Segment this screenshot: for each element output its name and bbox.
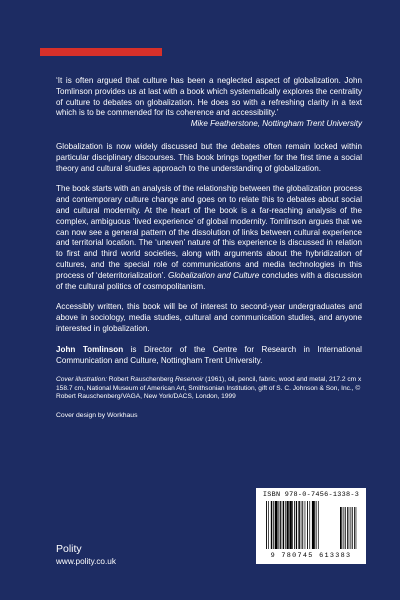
barcode-bar — [285, 501, 286, 549]
barcode-bar — [298, 501, 299, 549]
barcode-bar — [301, 501, 302, 549]
barcode-bar — [351, 507, 352, 549]
barcode-bar — [354, 507, 355, 549]
ean-digits: 9 780745 613383 — [270, 552, 352, 560]
back-cover-text — [56, 76, 362, 420]
barcode-bar — [345, 507, 346, 549]
author-name: John Tomlinson — [56, 344, 124, 354]
barcode-bar — [283, 501, 284, 549]
barcode-bar — [347, 507, 348, 549]
cover-illustration-credit: Cover illustration: Robert Rauschenberg Reservoir (1961), oil, pencil, fabric, wood and metal, 217.2 cm x 158.7 cm, National Museum of American Art, Smithsonian Institution, gift of S. C. Johnson & Son, Inc., © Robert Rauschenberg/VAGA, New York/DACS, London, 1999 — [56, 376, 362, 401]
barcode-bar — [296, 501, 297, 549]
barcode-bar — [294, 501, 295, 549]
barcode-bar — [309, 501, 310, 549]
barcode-bar — [314, 501, 315, 549]
barcode-bar — [287, 501, 288, 549]
publisher-url: www.polity.co.uk — [56, 557, 116, 566]
review-quote: ‘It is often argued that culture has been a neglected aspect of globalization. John Tomlinson provides us at last with a book which systematically explores the centrality of culture to debates on globalization. He does so with a refreshing clarity in a text which is to be commended for its coherence and accessibility.’ — [56, 76, 362, 118]
audience-paragraph: Accessibly written, this book will be of interest to second-year undergraduates and above in sociology, media studies, cultural and communication studies, and anyone interested in globalization. — [56, 302, 362, 333]
barcode-bar — [302, 501, 303, 549]
barcode-bar — [356, 507, 357, 549]
barcode-bar — [276, 501, 277, 549]
barcode-bar — [280, 501, 281, 549]
barcode-bar — [271, 501, 272, 549]
isbn-barcode — [256, 488, 366, 564]
barcode-bar — [266, 501, 267, 549]
barcode-bar — [273, 501, 274, 549]
intro-paragraph: Globalization is now widely discussed but the debates often remain locked within particular disciplinary discourses. This book brings together for the first time a social theory and cultural studies approach to the understanding of globalization. — [56, 141, 362, 173]
barcode-bar — [292, 501, 293, 549]
barcode-bar — [316, 501, 317, 549]
book-title: Globalization and Culture — [168, 270, 260, 280]
quote-attribution: Mike Featherstone, Nottingham Trent University — [190, 119, 362, 129]
publisher-name: Polity — [56, 543, 82, 555]
barcode-bar — [305, 501, 306, 549]
barcode-bar — [307, 501, 308, 549]
barcode-bar — [318, 501, 319, 549]
barcode-bar — [288, 501, 289, 549]
isbn-label: ISBN 978-0-7456-1338-3 — [262, 491, 360, 499]
accent-bar — [40, 48, 162, 56]
barcode-bar — [340, 507, 341, 549]
barcode-bar — [352, 507, 353, 549]
barcode-bar — [342, 507, 343, 549]
barcode-bar — [349, 507, 350, 549]
barcode-bar — [344, 507, 345, 549]
author-bio: John Tomlinson is Director of the Centre for Research in International Communication and Culture, Nottingham Trent University. — [56, 344, 362, 365]
summary-paragraph: The book starts with an analysis of the relationship between the globalization process and contemporary culture change and goes on to relate this to debates about social and cultural modernity. At the heart of the book is a far-reaching analysis of the complex, ambiguous ‘lived experience’ of global modernity. Tomlinson argues that we can now see a general pattern of the dissolution of links between cultural experience and territorial location. The ‘uneven’ nature of this experience is discussed in relation to first and third world societies, along with arguments about the hybridization of cultures, and the special role of communications and media technologies in this process of ‘deterritorialization’. Globalization and Culture concludes with a discussion of the cultural politics of cosmopolitanism. — [56, 184, 363, 291]
barcode-bar — [278, 501, 279, 549]
barcode-bar — [290, 501, 292, 549]
barcode-bar — [268, 501, 269, 549]
cover-design-credit: Cover design by Workhaus — [56, 411, 138, 419]
